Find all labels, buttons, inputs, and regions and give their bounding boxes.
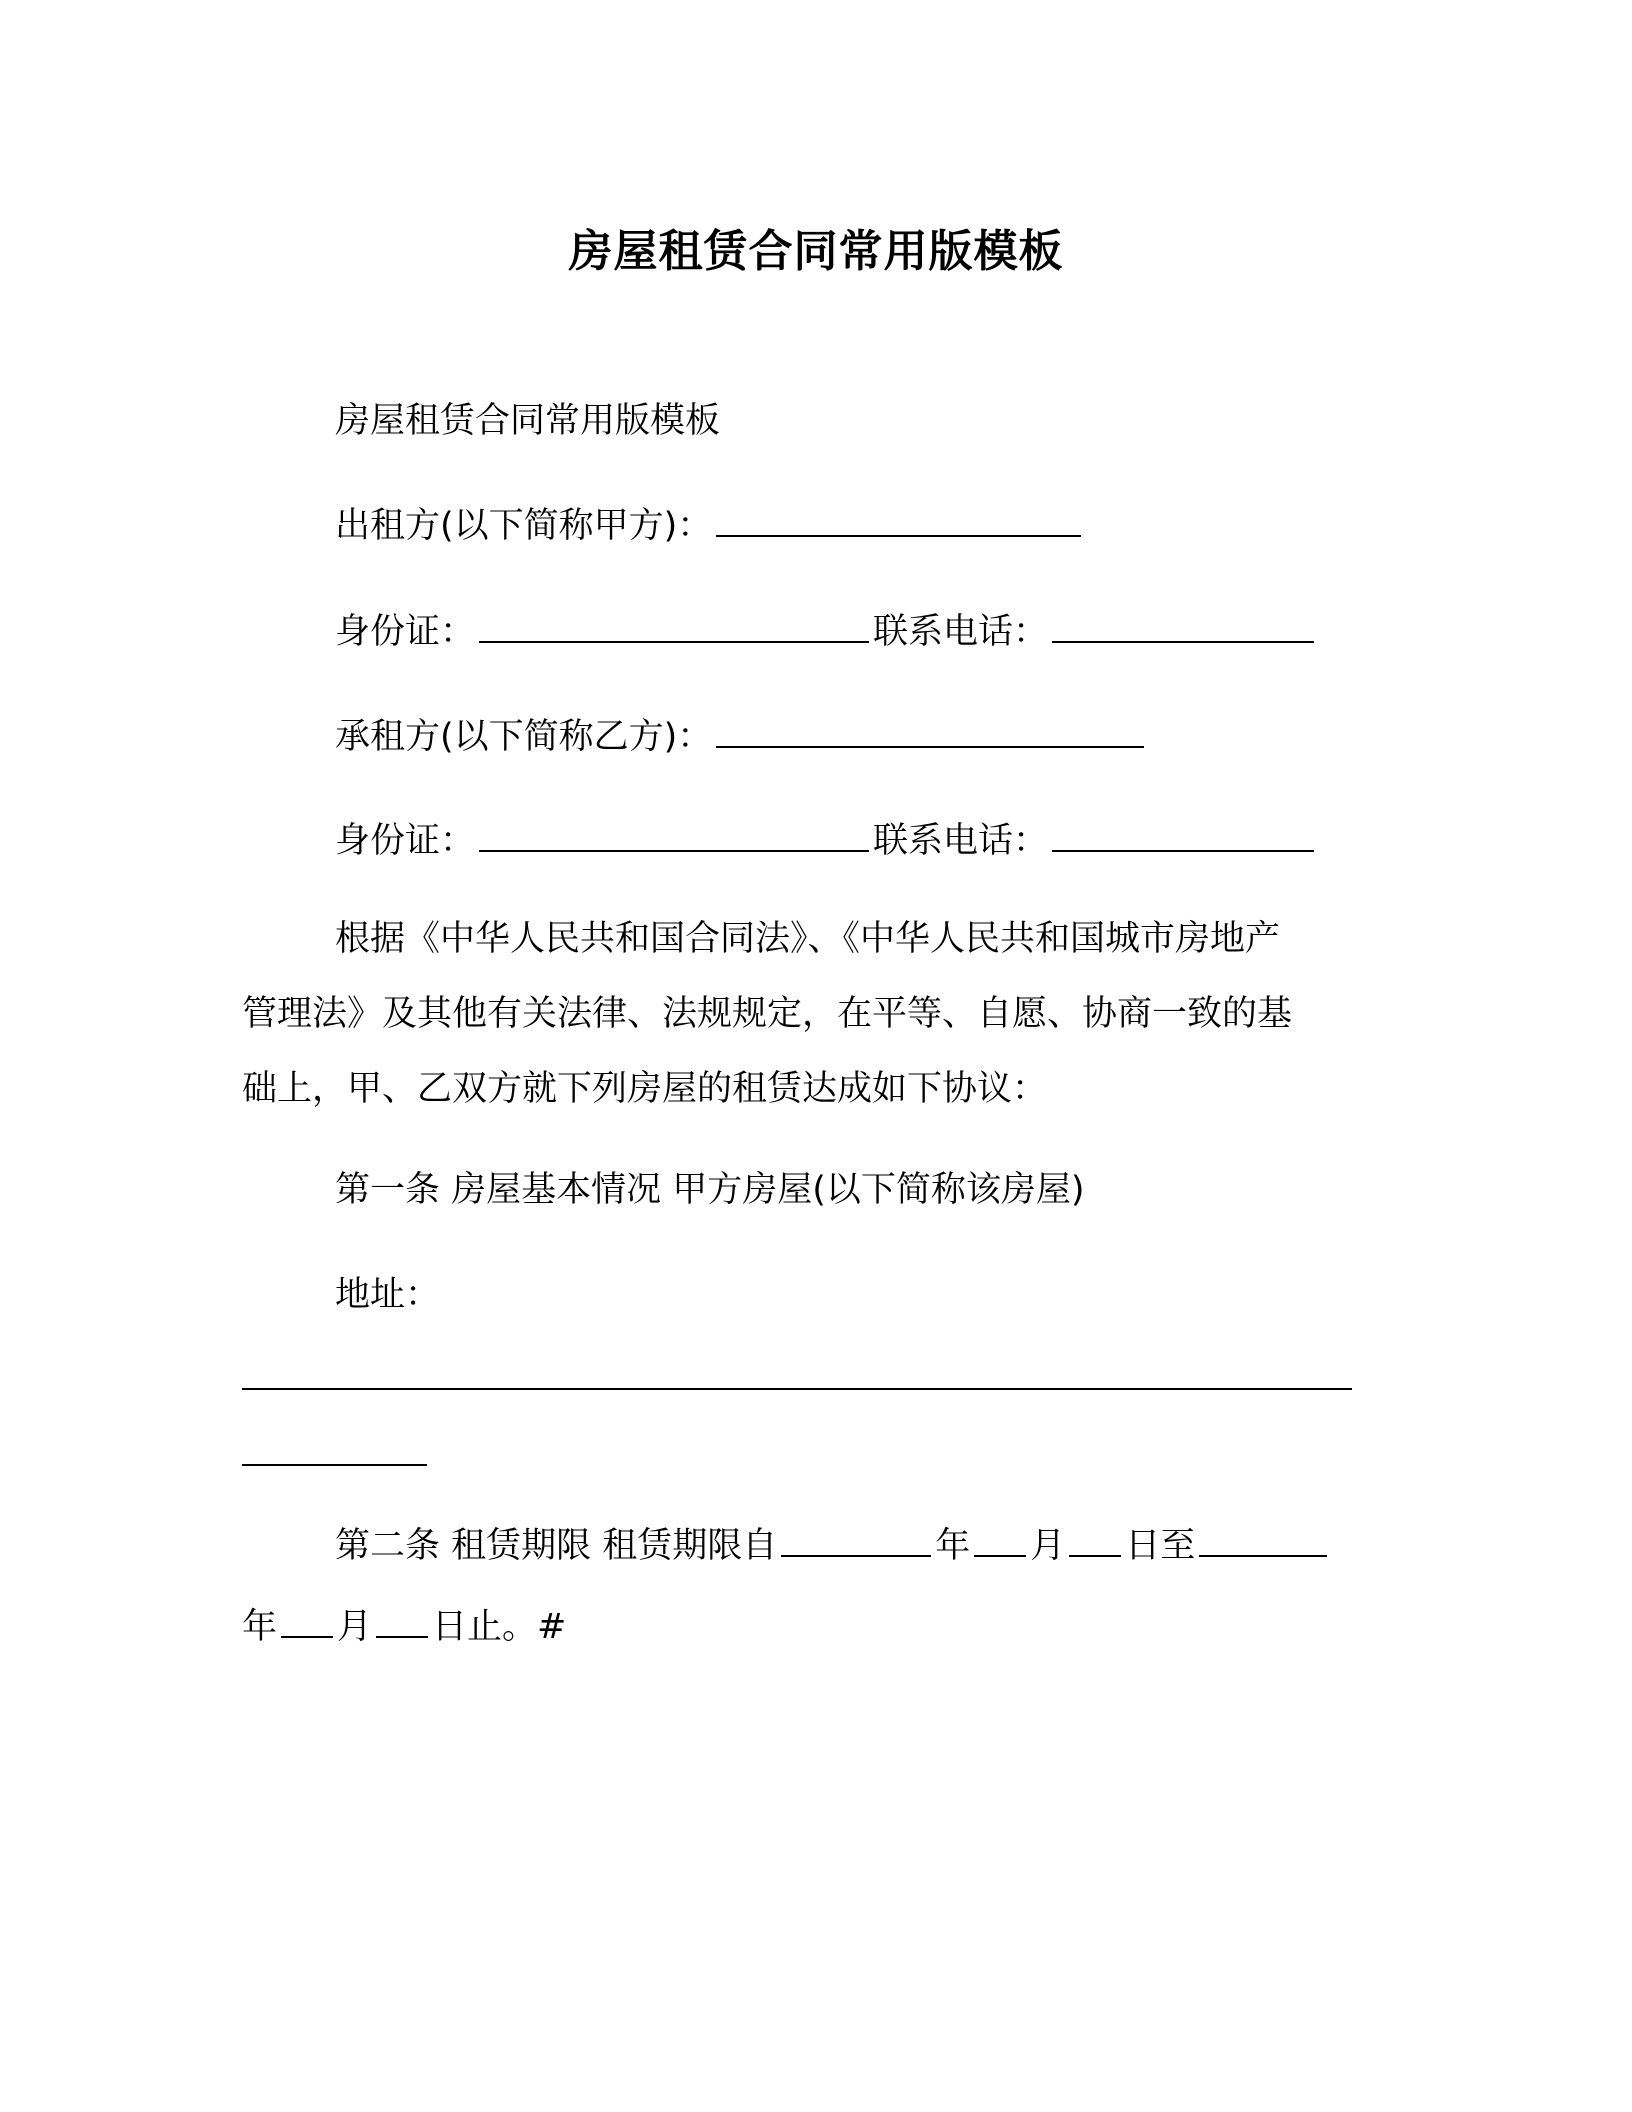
article-1-heading: 第一条 房屋基本情况 甲方房屋(以下简称该房屋) xyxy=(335,1170,1085,1210)
preamble-line-3: 础上，甲、乙双方就下列房屋的租赁达成如下协议： xyxy=(242,1069,1048,1109)
address-blank-line-2[interactable] xyxy=(242,1464,427,1466)
start-month-label: 月 xyxy=(1030,1526,1066,1566)
document-title: 房屋租赁合同常用版模板 xyxy=(568,226,1064,277)
lessor-name-blank[interactable] xyxy=(716,501,1081,537)
lessee-id-blank[interactable] xyxy=(479,816,869,852)
lessor-phone-blank[interactable] xyxy=(1052,607,1314,643)
lessee-id-label: 身份证： xyxy=(335,821,476,861)
end-day-label: 日止。# xyxy=(432,1607,567,1647)
lessor-name-line xyxy=(335,501,1085,551)
lessor-id-blank[interactable] xyxy=(479,607,869,643)
lessor-id-line xyxy=(335,607,1318,657)
start-month-blank[interactable] xyxy=(974,1521,1026,1557)
start-day-to-label: 日至 xyxy=(1125,1526,1196,1566)
article-2-heading: 第二条 租赁期限 租赁期限自 xyxy=(335,1526,778,1566)
article-2-line-2 xyxy=(242,1602,566,1652)
end-month-blank[interactable] xyxy=(281,1602,333,1638)
lessee-label: 承租方(以下简称乙方)： xyxy=(335,717,713,757)
lessee-name-line xyxy=(335,712,1148,762)
start-year-blank[interactable] xyxy=(781,1521,931,1557)
article-2-line-1 xyxy=(335,1521,1331,1571)
start-day-blank[interactable] xyxy=(1069,1521,1121,1557)
start-year-label: 年 xyxy=(935,1526,971,1566)
preamble-line-1: 根据《中华人民共和国合同法》、《中华人民共和国城市房地产 xyxy=(335,919,1281,959)
lessor-id-label: 身份证： xyxy=(335,612,476,652)
preamble-line-2: 管理法》及其他有关法律、法规规定，在平等、自愿、协商一致的基 xyxy=(242,994,1293,1034)
address-blank-line-1[interactable] xyxy=(242,1388,1352,1390)
address-label: 地址： xyxy=(335,1275,441,1315)
lessee-name-blank[interactable] xyxy=(716,712,1144,748)
lessor-label: 出租方(以下简称甲方)： xyxy=(335,506,713,546)
end-day-blank[interactable] xyxy=(376,1602,428,1638)
lessor-phone-label: 联系电话： xyxy=(873,612,1049,652)
end-year-label: 年 xyxy=(242,1607,278,1647)
lessee-phone-blank[interactable] xyxy=(1052,816,1314,852)
lessee-phone-label: 联系电话： xyxy=(873,821,1049,861)
lessee-id-line xyxy=(335,816,1318,866)
end-month-label: 月 xyxy=(337,1607,373,1647)
document-subtitle: 房屋租赁合同常用版模板 xyxy=(335,401,721,441)
end-year-blank[interactable] xyxy=(1199,1521,1327,1557)
